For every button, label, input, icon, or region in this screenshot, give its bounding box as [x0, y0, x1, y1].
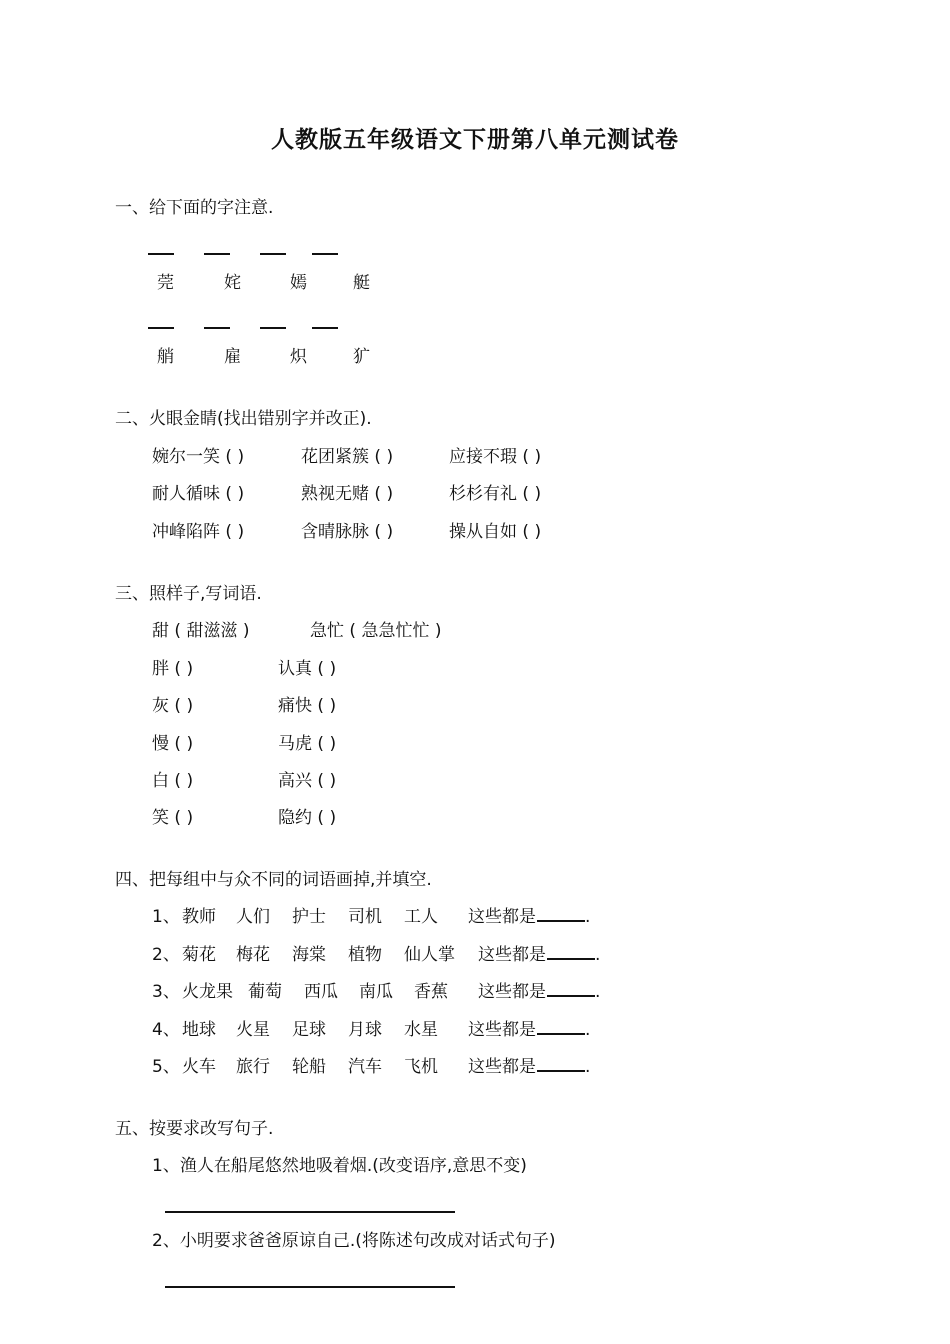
- word: 菊花: [182, 945, 216, 965]
- char: 炽: [290, 347, 307, 367]
- word: 水星: [404, 1020, 438, 1040]
- word: 地球: [182, 1020, 216, 1040]
- word: 梅花: [236, 945, 270, 965]
- char: 艇: [353, 273, 370, 293]
- word: 火车: [182, 1057, 216, 1077]
- typo-item: 婉尔一笑 ( ): [152, 447, 245, 467]
- typo-item: 含晴脉脉 ( ): [301, 522, 394, 542]
- word: 西瓜: [304, 982, 338, 1002]
- char: 犷: [353, 347, 370, 367]
- word-item: 灰 ( ): [152, 696, 194, 716]
- fill-prompt-text: 这些都是: [478, 982, 546, 1002]
- word: 火星: [236, 1020, 270, 1040]
- word: 飞机: [404, 1057, 438, 1077]
- typo-item: 花团紧簇 ( ): [301, 447, 394, 467]
- fill-prompt-text: 这些都是: [478, 945, 546, 965]
- item-number: 4、: [152, 1020, 180, 1040]
- item-number: 1、: [152, 907, 180, 927]
- example-2: 急忙 ( 急急忙忙 ): [310, 621, 442, 641]
- fill-prompt-text: 这些都是: [468, 907, 536, 927]
- section-3-heading: 三、照样子,写词语.: [115, 584, 262, 604]
- word-item: 隐约 ( ): [278, 808, 337, 828]
- period: .: [585, 1020, 591, 1040]
- page-title: 人教版五年级语文下册第八单元测试卷: [271, 127, 679, 153]
- word-item: 痛快 ( ): [278, 696, 337, 716]
- word: 教师: [182, 907, 216, 927]
- word-item: 胖 ( ): [152, 659, 194, 679]
- pinyin-blank: [312, 253, 338, 255]
- word: 工人: [404, 907, 438, 927]
- word: 护士: [292, 907, 326, 927]
- typo-item: 冲峰陷阵 ( ): [152, 522, 245, 542]
- fill-blank[interactable]: [547, 994, 595, 997]
- char: 莞: [157, 273, 174, 293]
- question-2: 2、小明要求爸爸原谅自己.(将陈述句改成对话式句子): [152, 1231, 556, 1251]
- word: 植物: [348, 945, 382, 965]
- word: 香蕉: [414, 982, 448, 1002]
- word: 旅行: [236, 1057, 270, 1077]
- item-number: 2、: [152, 945, 180, 965]
- pinyin-blank: [204, 253, 230, 255]
- section-2-heading: 二、火眼金睛(找出错别字并改正).: [115, 409, 372, 429]
- fill-prompt: [478, 984, 600, 1001]
- word: 轮船: [292, 1057, 326, 1077]
- word: 南瓜: [359, 982, 393, 1002]
- typo-item: 应接不瑕 ( ): [449, 447, 542, 467]
- answer-line-2[interactable]: [165, 1286, 455, 1288]
- question-1: 1、渔人在船尾悠然地吸着烟.(改变语序,意思不变): [152, 1156, 527, 1176]
- word: 汽车: [348, 1057, 382, 1077]
- pinyin-blank: [148, 327, 174, 329]
- fill-blank[interactable]: [537, 1069, 585, 1072]
- word-item: 马虎 ( ): [278, 734, 337, 754]
- item-number: 3、: [152, 982, 180, 1002]
- pinyin-blank: [260, 327, 286, 329]
- char: 嫣: [290, 273, 307, 293]
- char: 雇: [224, 347, 241, 367]
- section-4-heading: 四、把每组中与众不同的词语画掉,并填空.: [115, 870, 432, 890]
- word-item: 笑 ( ): [152, 808, 194, 828]
- period: .: [595, 982, 601, 1002]
- section-5-heading: 五、按要求改写句子.: [115, 1119, 274, 1139]
- period: .: [585, 1057, 591, 1077]
- char: 艄: [157, 347, 174, 367]
- word: 月球: [348, 1020, 382, 1040]
- word: 足球: [292, 1020, 326, 1040]
- pinyin-blank: [260, 253, 286, 255]
- fill-blank[interactable]: [547, 957, 595, 960]
- fill-prompt-text: 这些都是: [468, 1020, 536, 1040]
- word: 仙人掌: [404, 945, 455, 965]
- word: 司机: [348, 907, 382, 927]
- typo-item: 耐人循味 ( ): [152, 484, 245, 504]
- word: 火龙果: [182, 982, 233, 1002]
- pinyin-blank: [312, 327, 338, 329]
- typo-item: 熟视无赌 ( ): [301, 484, 394, 504]
- fill-prompt: [478, 947, 600, 964]
- word: 海棠: [292, 945, 326, 965]
- typo-item: 杉杉有礼 ( ): [449, 484, 542, 504]
- word-item: 高兴 ( ): [278, 771, 337, 791]
- word-item: 慢 ( ): [152, 734, 194, 754]
- fill-prompt: [468, 1059, 590, 1076]
- typo-item: 操从自如 ( ): [449, 522, 542, 542]
- word-item: 认真 ( ): [278, 659, 337, 679]
- pinyin-blank: [148, 253, 174, 255]
- section-1-heading: 一、给下面的字注意.: [115, 198, 274, 218]
- word: 葡萄: [248, 982, 282, 1002]
- fill-blank[interactable]: [537, 1032, 585, 1035]
- pinyin-blank: [204, 327, 230, 329]
- period: .: [585, 907, 591, 927]
- fill-blank[interactable]: [537, 919, 585, 922]
- fill-prompt-text: 这些都是: [468, 1057, 536, 1077]
- fill-prompt: [468, 1022, 590, 1039]
- word: 人们: [236, 907, 270, 927]
- word-item: 白 ( ): [152, 771, 194, 791]
- answer-line-1[interactable]: [165, 1211, 455, 1213]
- char: 姹: [224, 273, 241, 293]
- example-1: 甜 ( 甜滋滋 ): [152, 621, 250, 641]
- period: .: [595, 945, 601, 965]
- fill-prompt: [468, 909, 590, 926]
- item-number: 5、: [152, 1057, 180, 1077]
